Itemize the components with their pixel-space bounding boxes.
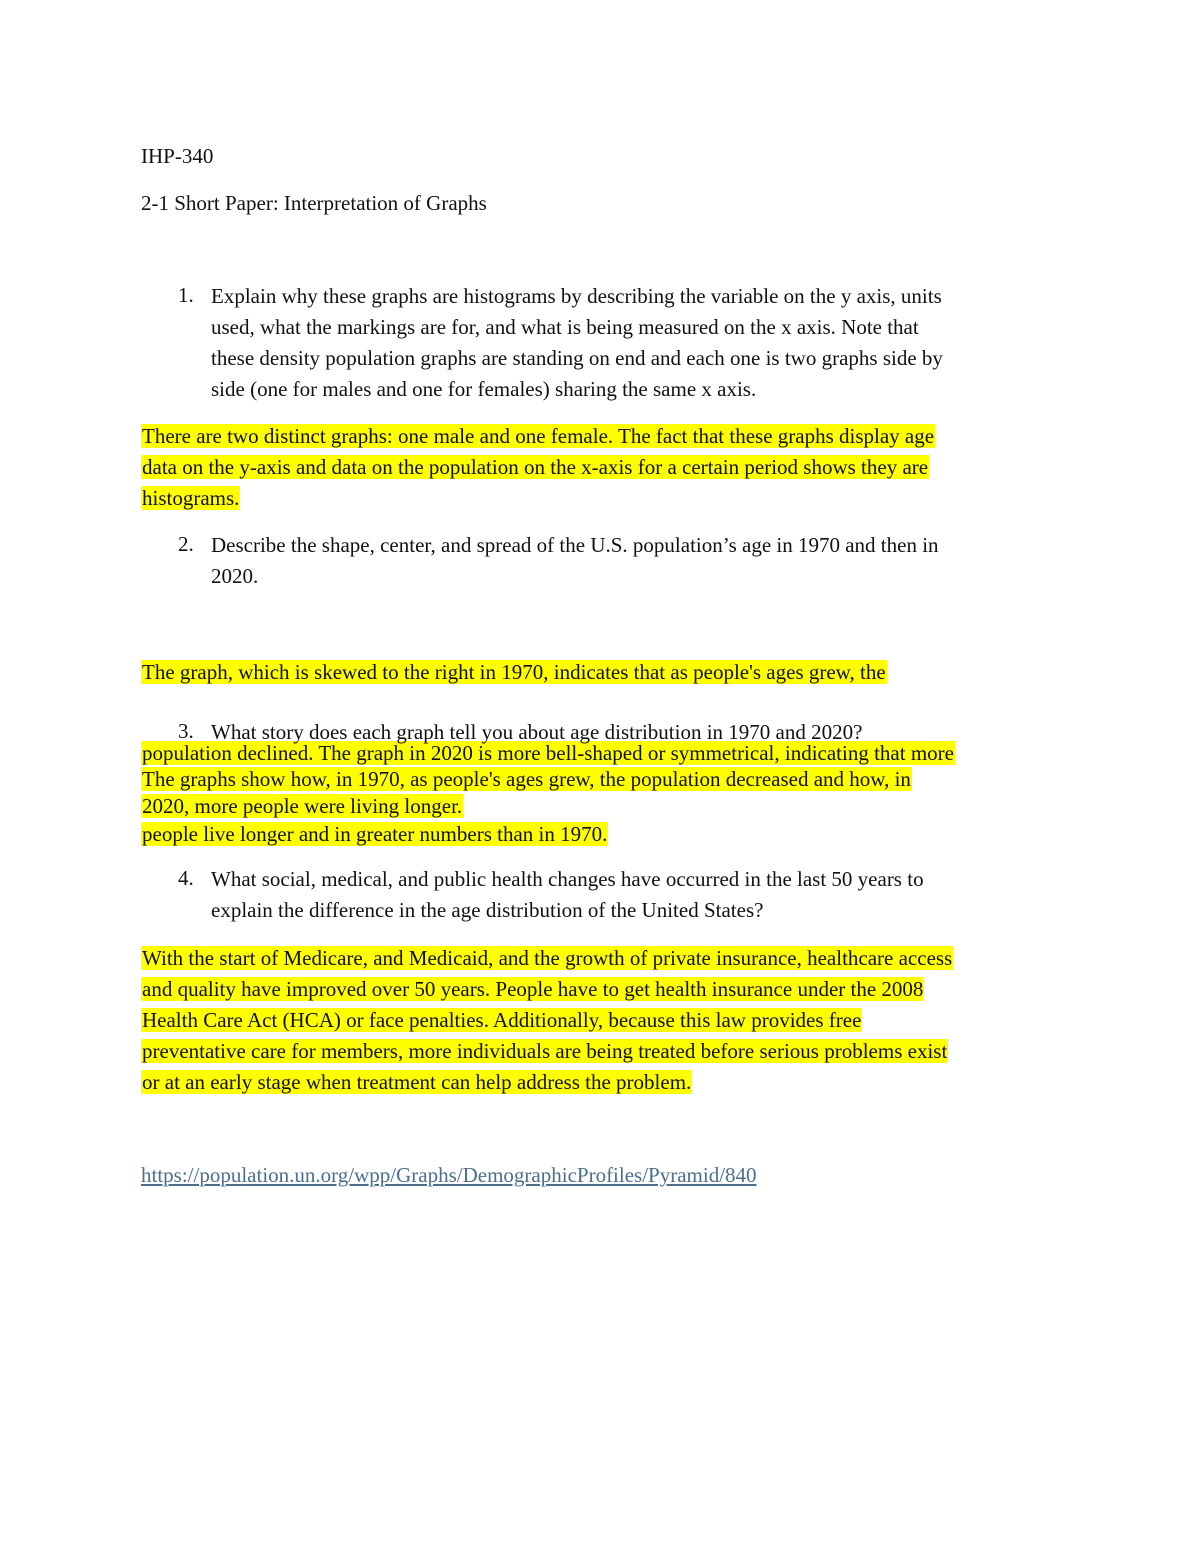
question-text <box>211 283 943 407</box>
text-line <box>141 766 912 793</box>
answer-4 <box>141 945 953 1100</box>
text-line <box>141 659 955 690</box>
question-number: 1. <box>178 283 194 307</box>
text-line <box>141 1069 953 1100</box>
text-line: used, what the markings are for, and what is being measured on the x axis. Note that <box>211 315 919 339</box>
highlighted-answer-line: histograms. <box>142 486 240 510</box>
text-line: 2-1 Short Paper: Interpretation of Graphs <box>141 191 487 215</box>
answer-1 <box>141 423 935 516</box>
highlighted-answer-line: Health Care Act (HCA) or face penalties. Additionally, because this law provides free <box>142 1008 862 1032</box>
question-text <box>211 532 939 594</box>
highlighted-answer-line: and quality have improved over 50 years. People have to get health insurance under the 2008 <box>142 977 924 1001</box>
text-line: 2020. <box>211 564 259 588</box>
text-line <box>141 454 935 485</box>
highlighted-answer-line: people live longer and in greater numbers than in 1970. <box>142 822 608 846</box>
highlighted-answer-line: There are two distinct graphs: one male and one female. The fact that these graphs display age <box>142 424 935 448</box>
text-line: these density population graphs are standing on end and each one is two graphs side by <box>211 346 943 370</box>
paper-title <box>141 190 487 221</box>
text-line: Explain why these graphs are histograms by describing the variable on the y axis, units <box>211 284 942 308</box>
source-link[interactable]: https://population.un.org/wpp/Graphs/DemographicProfiles/Pyramid/840 <box>141 1163 757 1187</box>
question-number: 2. <box>178 532 194 556</box>
text-line <box>141 485 935 516</box>
answer-3 <box>141 766 912 820</box>
text-line: What social, medical, and public health changes have occurred in the last 50 years to <box>211 867 924 891</box>
highlighted-answer-line: The graph, which is skewed to the right in 1970, indicates that as people's ages grew, the <box>142 660 886 684</box>
highlighted-answer-line: or at an early stage when treatment can help address the problem. <box>142 1070 692 1094</box>
text-line: IHP-340 <box>141 144 214 168</box>
text-line <box>141 423 935 454</box>
text-line: side (one for males and one for females) sharing the same x axis. <box>211 377 757 401</box>
question-text <box>211 866 924 928</box>
text-line: Describe the shape, center, and spread of the U.S. population’s age in 1970 and then in <box>211 533 939 557</box>
course-code <box>141 143 213 174</box>
highlighted-answer-line: With the start of Medicare, and Medicaid, and the growth of private insurance, healthcare access <box>142 946 953 970</box>
question-text <box>211 719 862 750</box>
text-line <box>141 1007 953 1038</box>
highlighted-answer-line: The graphs show how, in 1970, as people's ages grew, the population decreased and how, in <box>142 767 911 791</box>
text-line: explain the difference in the age distribution of the United States? <box>211 898 764 922</box>
text-line: What story does each graph tell you about age distribution in 1970 and 2020? <box>211 720 863 744</box>
question-number: 4. <box>178 866 194 890</box>
text-line <box>141 793 912 820</box>
highlighted-answer-line: population declined. The graph in 2020 is more bell-shaped or symmetrical, indicating that more <box>142 741 954 765</box>
highlighted-answer-line: preventative care for members, more individuals are being treated before serious problems exist <box>142 1039 948 1063</box>
highlighted-answer-line: 2020, more people were living longer. <box>142 794 463 818</box>
text-line <box>141 945 953 976</box>
text-line <box>141 1038 953 1069</box>
highlighted-answer-line: data on the y-axis and data on the population on the x-axis for a certain period shows they are <box>142 455 929 479</box>
question-number: 3. <box>178 719 194 743</box>
text-line <box>141 976 953 1007</box>
text-line <box>141 821 955 852</box>
